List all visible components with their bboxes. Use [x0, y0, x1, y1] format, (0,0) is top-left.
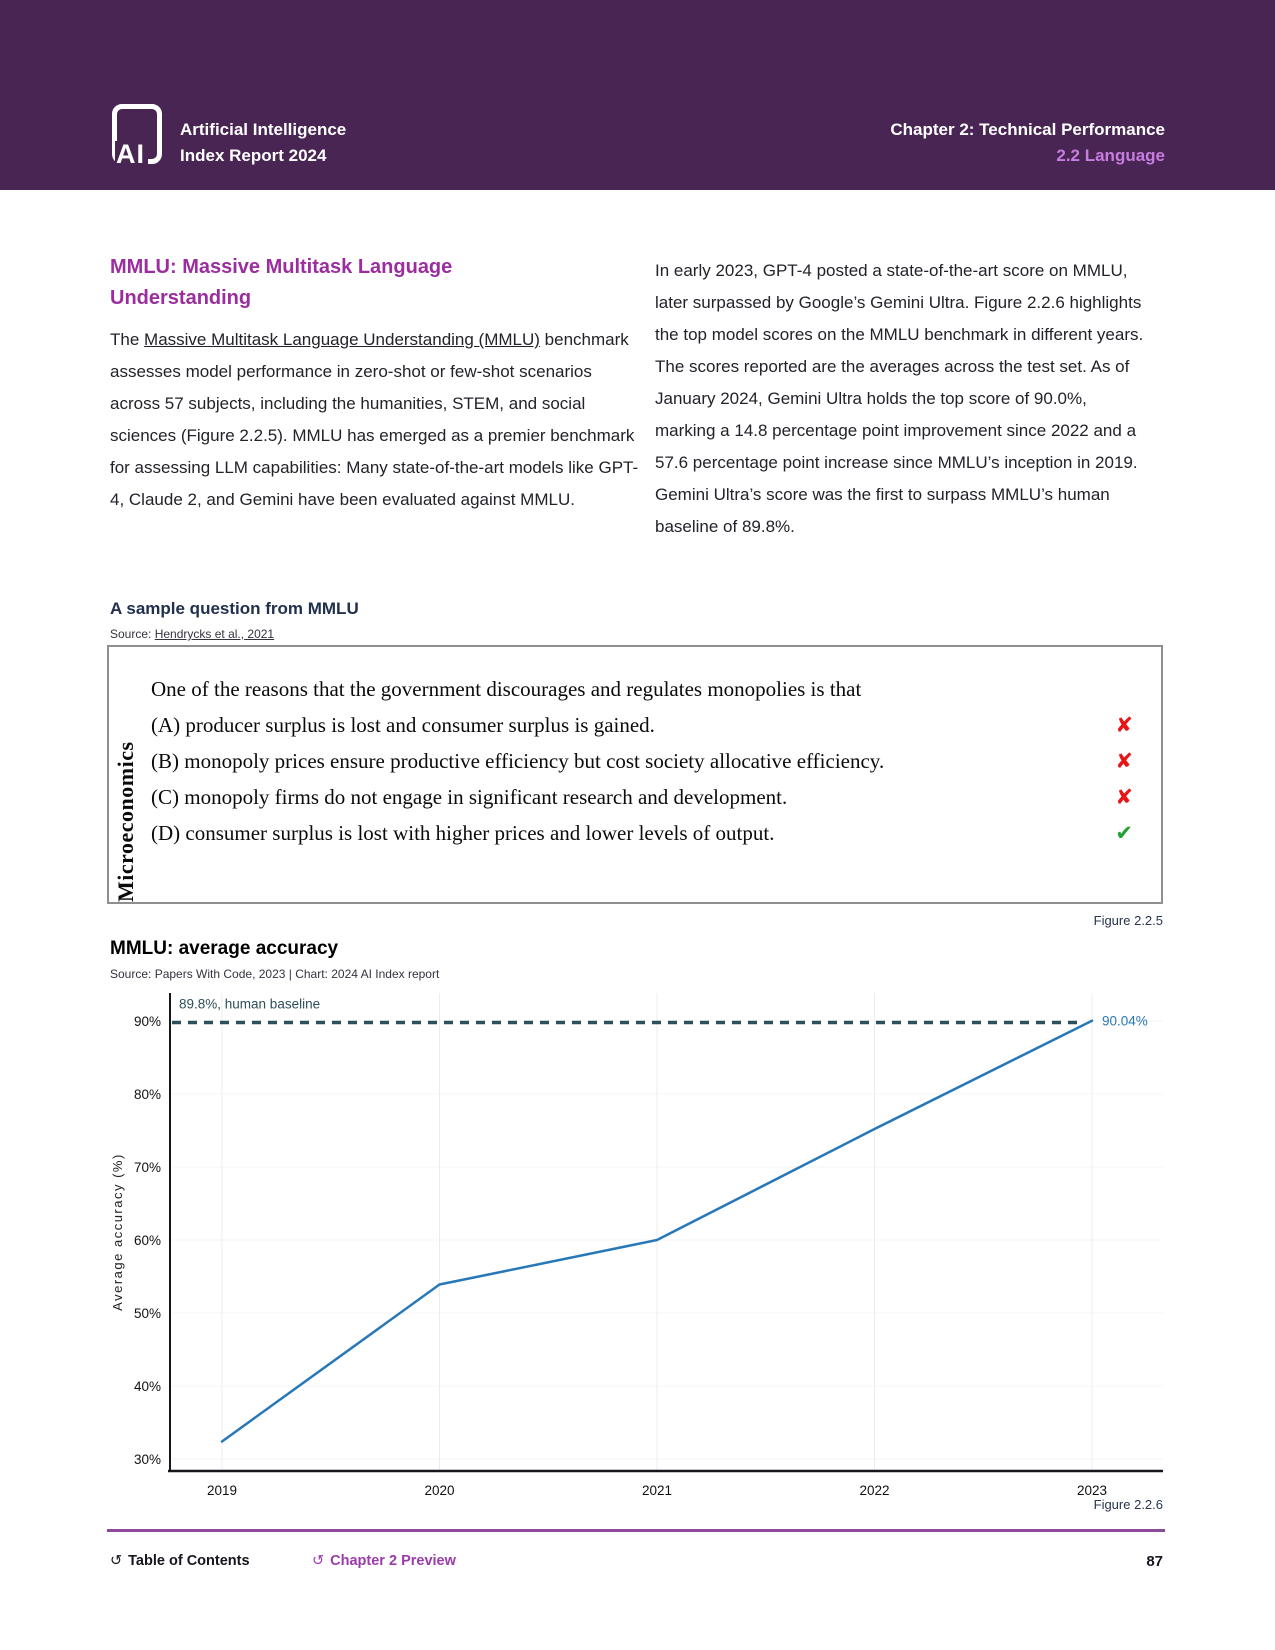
- svg-text:2020: 2020: [424, 1483, 455, 1498]
- article-heading: MMLU: Massive Multitask Language Understanding: [110, 256, 453, 309]
- left-paragraph-post: benchmark assesses model performance in zero-shot or few-shot scenarios across 57 subjects, including the humanities, STEM, and social sciences (Figure 2.2.5). MMLU has emerged as a premier benchmark for assessing LLM capabilities: Many state-of-the-art models like GPT-4, Claude 2, and Gemini have been evaluated against MMLU.: [110, 330, 639, 509]
- correct-mark-icon: ✔: [1115, 821, 1133, 845]
- preview-label: Chapter 2 Preview: [330, 1553, 456, 1569]
- question-category: Microeconomics: [113, 741, 138, 902]
- end-value-label: 90.04%: [1102, 1013, 1148, 1029]
- svg-text:30%: 30%: [133, 1452, 161, 1467]
- chart-source: Source: Papers With Code, 2023 | Chart: 2024 AI Index report: [110, 967, 440, 981]
- sample-question-heading: A sample question from MMLU: [110, 599, 359, 618]
- wrong-mark-icon: ✘: [1115, 713, 1133, 737]
- gridlines: [170, 993, 1163, 1471]
- svg-text:2022: 2022: [859, 1483, 890, 1498]
- figure-225-label: Figure 2.2.5: [1093, 913, 1163, 928]
- svg-text:70%: 70%: [133, 1160, 161, 1175]
- option-d-body: consumer surplus is lost with higher prices and lower levels of output.: [185, 821, 775, 845]
- option-b-label: (B): [151, 749, 179, 773]
- mmlu-link[interactable]: Massive Multitask Language Understanding (MMLU): [144, 330, 540, 349]
- table-of-contents-link[interactable]: [110, 1553, 250, 1569]
- option-d-label: (D): [151, 821, 181, 845]
- back-arrow-icon: ↺: [312, 1553, 325, 1569]
- source-prefix: Source:: [110, 627, 155, 641]
- brand-line2: Index Report 2024: [180, 146, 327, 165]
- wrong-mark-icon: ✘: [1115, 749, 1133, 773]
- section-title: 2.2 Language: [1056, 146, 1165, 165]
- back-arrow-icon: ↺: [110, 1553, 123, 1569]
- logo-ai-text: AI: [115, 141, 148, 168]
- left-paragraph-pre: The: [110, 330, 145, 349]
- svg-text:2019: 2019: [206, 1483, 238, 1498]
- chart-title: MMLU: average accuracy: [110, 938, 339, 959]
- brand-line1: Artificial Intelligence: [180, 120, 347, 139]
- right-paragraph: In early 2023, GPT-4 posted a state-of-the-art score on MMLU, later surpassed by Google’s Gemini Ultra. Figure 2.2.6 highlights the top model scores on the MMLU benchmark in different years. The scores reported are the averages across the test set. As of January 2024, Gemini Ultra holds the top score of 90.0%, marking a 14.8 percentage point improvement since 2022 and a 57.6 percentage point increase since MMLU’s inception in 2019. Gemini Ultra’s score was the first to surpass MMLU’s human baseline of 89.8%.: [655, 261, 1144, 536]
- footer-divider: [107, 1529, 1165, 1532]
- x-tick-labels: [207, 1483, 1107, 1498]
- wrong-mark-icon: ✘: [1115, 785, 1133, 809]
- option-c-label: (C): [151, 785, 179, 809]
- y-tick-labels: [134, 1014, 161, 1467]
- option-b-body: monopoly prices ensure productive efficiency but cost society allocative efficiency.: [184, 749, 885, 773]
- chapter-2-preview-link[interactable]: [312, 1553, 456, 1569]
- question-text: One of the reasons that the government discourages and regulates monopolies is that: [151, 677, 862, 701]
- svg-text:50%: 50%: [133, 1306, 161, 1321]
- figure-226-label: Figure 2.2.6: [1093, 1497, 1163, 1512]
- svg-text:60%: 60%: [133, 1233, 161, 1248]
- svg-text:2021: 2021: [641, 1483, 673, 1498]
- page-number: 87: [1146, 1553, 1163, 1570]
- option-a-label: (A): [151, 713, 181, 737]
- option-c-body: monopoly firms do not engage in significant research and development.: [184, 785, 788, 809]
- source-link[interactable]: Hendrycks et al., 2021: [154, 627, 275, 641]
- svg-text:90%: 90%: [133, 1014, 161, 1029]
- svg-text:80%: 80%: [133, 1087, 161, 1102]
- toc-label: Table of Contents: [128, 1553, 250, 1569]
- y-axis-title: Average accuracy (%): [110, 1153, 125, 1311]
- option-a-body: producer surplus is lost and consumer surplus is gained.: [185, 713, 655, 737]
- svg-text:2023: 2023: [1076, 1483, 1108, 1498]
- human-baseline-label: 89.8%, human baseline: [179, 996, 321, 1012]
- svg-text:40%: 40%: [133, 1379, 161, 1394]
- chapter-title: Chapter 2: Technical Performance: [890, 120, 1165, 139]
